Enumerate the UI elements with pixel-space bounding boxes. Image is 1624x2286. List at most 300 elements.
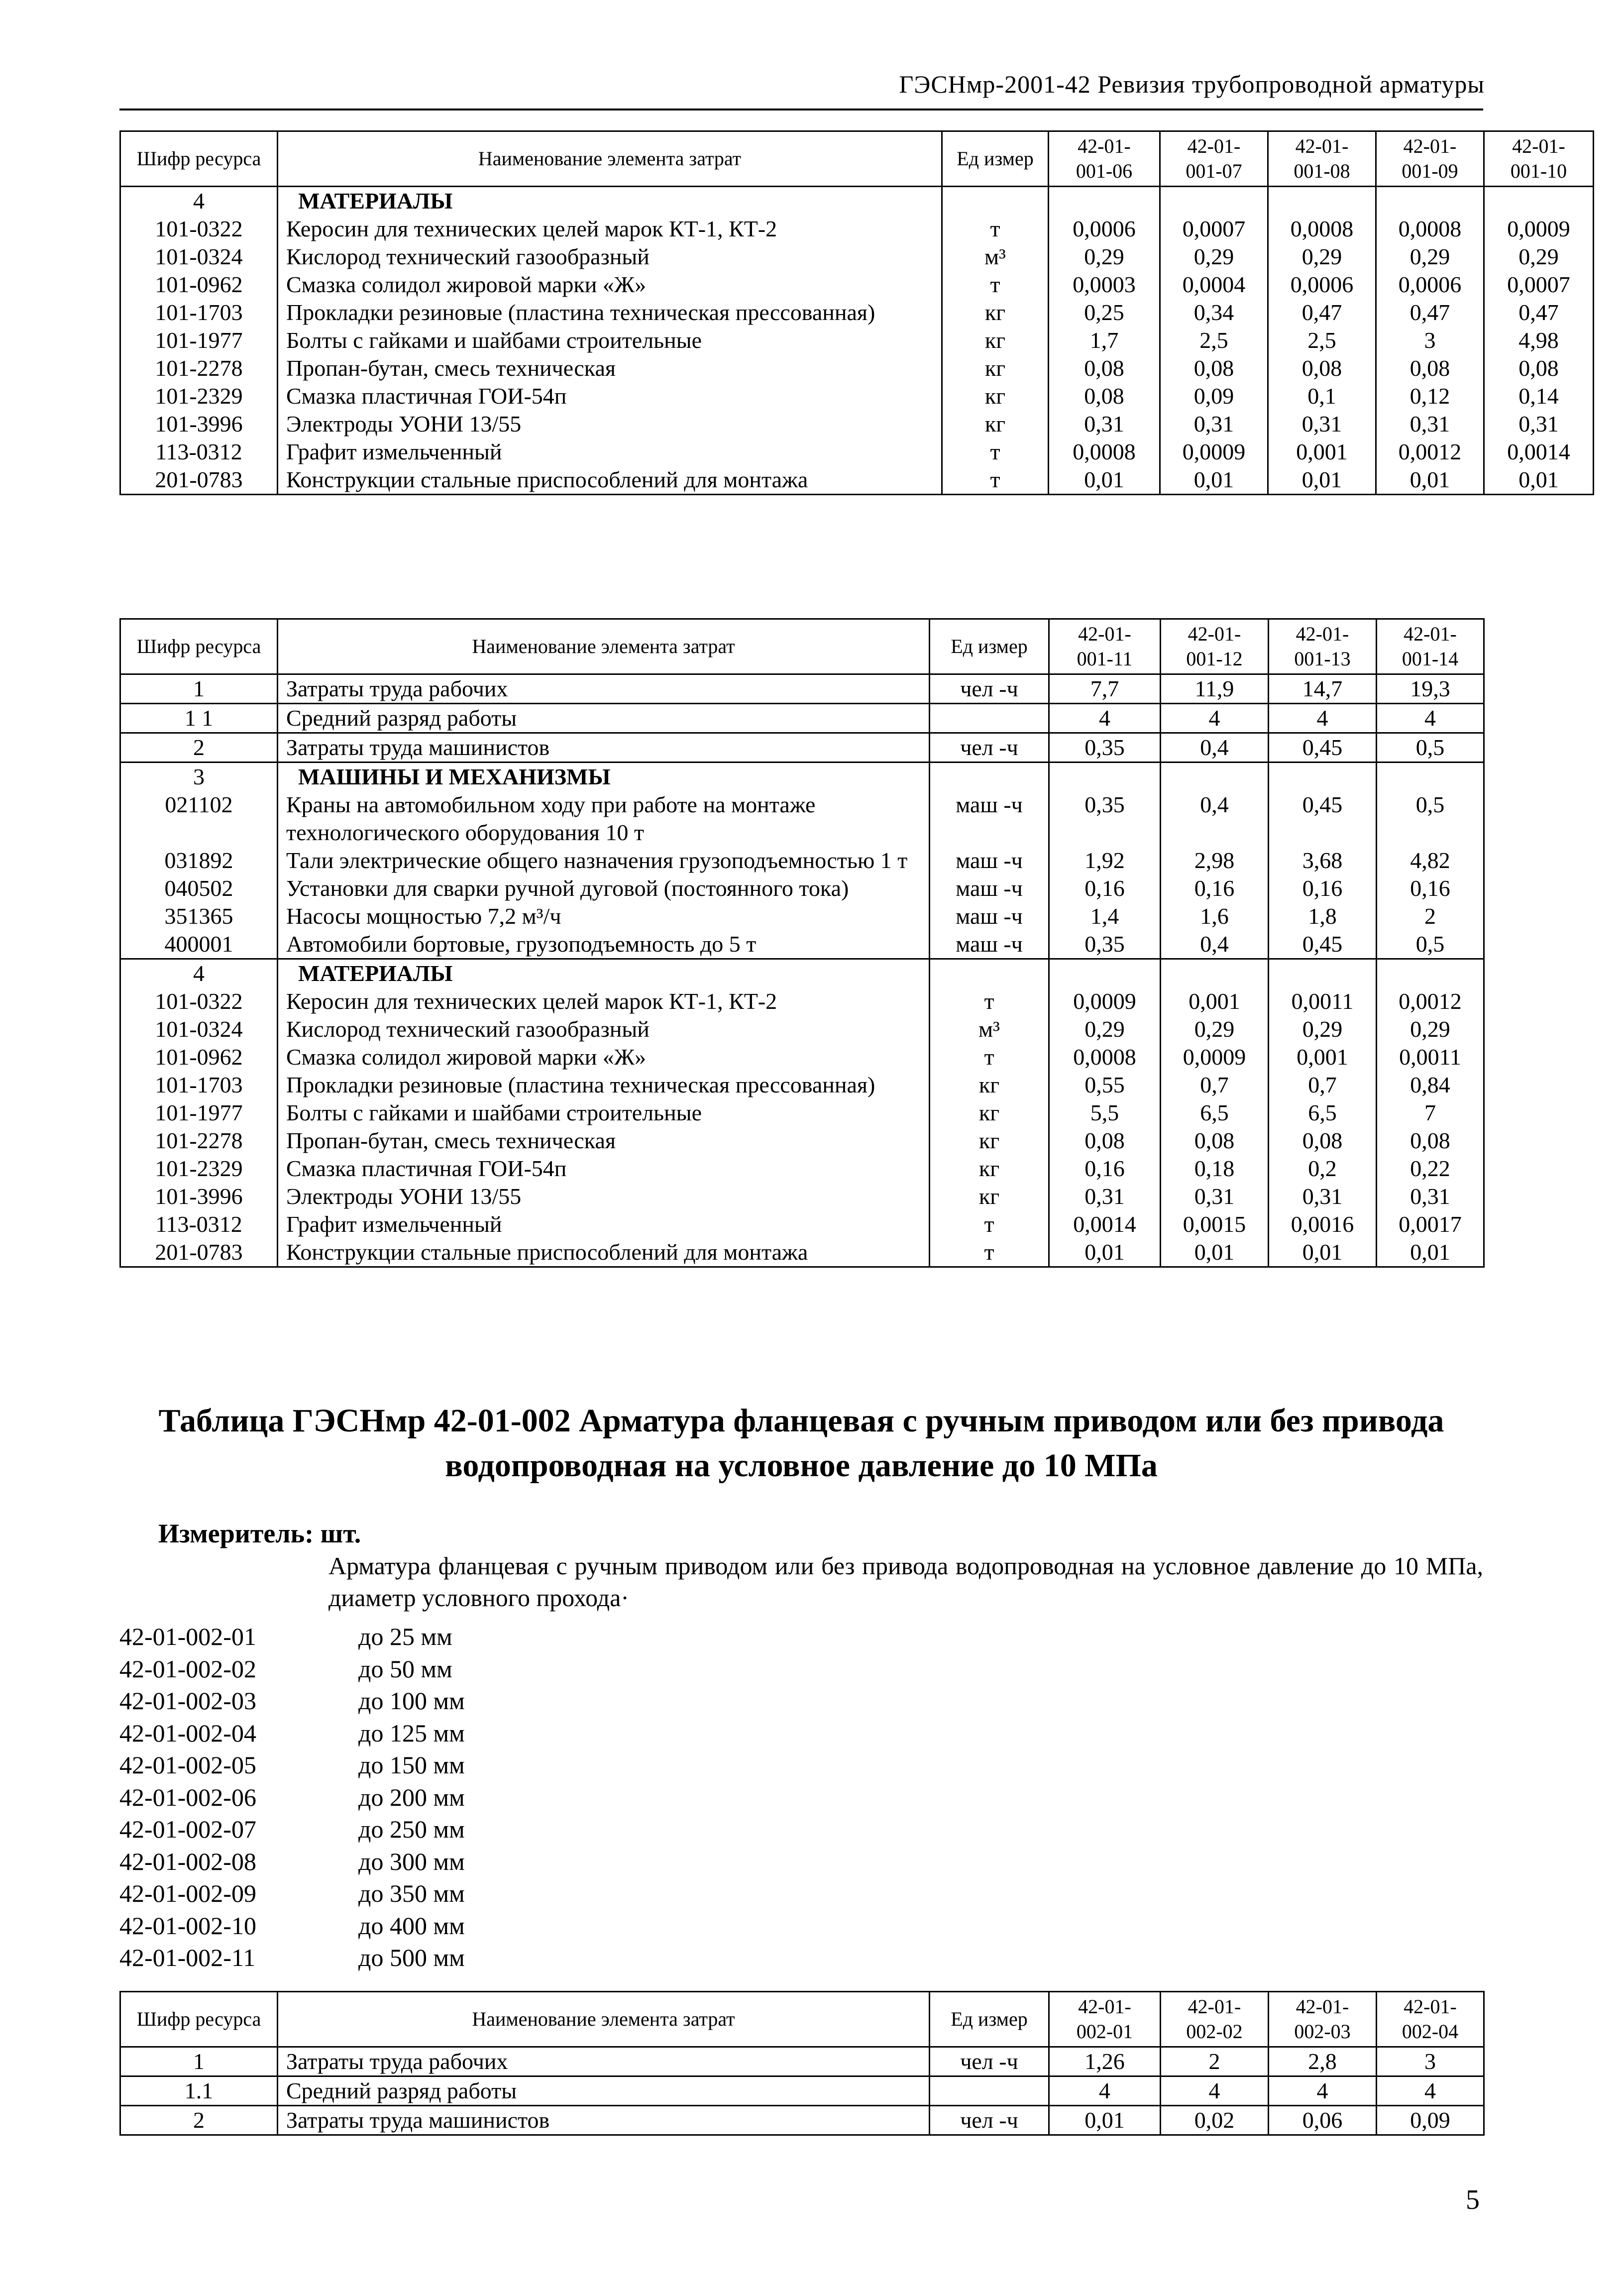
cell-value: 5,5 — [1049, 1099, 1161, 1127]
cell-code: 113-0312 — [120, 1210, 278, 1238]
cell-name: Электроды УОНИ 13/55 — [278, 1183, 930, 1210]
cell-code: 101-2329 — [120, 1155, 278, 1183]
cell-code: 1 — [120, 2047, 278, 2076]
col-header-name: Наименование элемента затрат — [278, 131, 942, 187]
cell-value: 0,09 — [1377, 2106, 1484, 2135]
cell-value: 14,7 — [1269, 674, 1377, 704]
cell-code: 101-0962 — [120, 271, 278, 299]
cell-code: 101-1977 — [120, 327, 278, 354]
cell-section-title: МАТЕРИАЛЫ — [278, 187, 942, 216]
cell-unit: чел -ч — [930, 674, 1049, 704]
cell-value: 0,31 — [1377, 1183, 1484, 1210]
cell-value: 7 — [1377, 1099, 1484, 1127]
cell-value: 3,68 — [1269, 847, 1377, 874]
cell-unit: кг — [930, 1127, 1049, 1155]
cell-value: 0,08 — [1160, 354, 1268, 382]
cell-value: 0,1 — [1268, 382, 1376, 410]
cell-code: 1 — [120, 674, 278, 704]
cell-value: 4 — [1049, 2076, 1161, 2106]
cell-unit: маш -ч — [930, 847, 1049, 874]
table-row — [120, 930, 1484, 959]
table-row — [120, 1155, 1484, 1183]
table-row — [120, 327, 1594, 354]
cell-code: 101-2278 — [120, 1127, 278, 1155]
table-header-row — [120, 1992, 1484, 2047]
cell-value: 0,08 — [1049, 1127, 1161, 1155]
cell-value: 0,01 — [1049, 2106, 1161, 2135]
norm-code-list — [119, 1621, 557, 1974]
cell-section-title: МАШИНЫ И МЕХАНИЗМЫ — [278, 762, 930, 791]
table-row — [120, 2076, 1484, 2106]
cell-value: 0,16 — [1161, 874, 1269, 902]
cell-name: Смазка солидол жировой марки «Ж» — [278, 271, 942, 299]
cell-unit: кг — [942, 354, 1049, 382]
table-row — [120, 215, 1594, 243]
table-row — [120, 733, 1484, 762]
cell-value: 0,29 — [1484, 243, 1594, 271]
cell-value: 0,29 — [1376, 243, 1484, 271]
running-header: ГЭСНмр-2001-42 Ревизия трубопроводной арматуры — [899, 70, 1485, 98]
cell-value: 0,7 — [1269, 1071, 1377, 1099]
cell-value: 0,47 — [1484, 299, 1594, 327]
cell-name: Болты с гайками и шайбами строительные — [278, 1099, 930, 1127]
table-row — [120, 2047, 1484, 2076]
cell-value: 1,6 — [1161, 902, 1269, 930]
norm-diameter: до 150 мм — [358, 1751, 465, 1779]
cell-value: 0,31 — [1161, 1183, 1269, 1210]
cell-value: 0,29 — [1377, 1015, 1484, 1043]
table-row — [120, 382, 1594, 410]
col-header-norm: 42-01- 002-03 — [1269, 1992, 1377, 2047]
col-header-norm: 42-01- 001-12 — [1161, 619, 1269, 674]
cell-name: Смазка пластичная ГОИ-54п — [278, 1155, 930, 1183]
cell-code: 4 — [120, 959, 278, 988]
norm-code-item — [119, 1685, 557, 1717]
col-header-name: Наименование элемента затрат — [278, 1992, 930, 2047]
cell-value: 0,31 — [1160, 410, 1268, 438]
col-header-norm: 42-01- 001-08 — [1268, 131, 1376, 187]
cell-name: Электроды УОНИ 13/55 — [278, 410, 942, 438]
cell-code: 101-1977 — [120, 1099, 278, 1127]
cell-code: 101-0324 — [120, 243, 278, 271]
header-rule — [119, 109, 1483, 110]
cell-code: 101-1703 — [120, 299, 278, 327]
cell-value: 0,06 — [1269, 2106, 1377, 2135]
section-row — [120, 762, 1484, 791]
cell-value: 0,16 — [1049, 1155, 1161, 1183]
cell-value: 0,47 — [1376, 299, 1484, 327]
norm-code-item — [119, 1653, 557, 1685]
cell-unit — [930, 2076, 1049, 2106]
cell-name: Затраты труда рабочих — [278, 2047, 930, 2076]
cell-value: 0,0006 — [1376, 271, 1484, 299]
col-header-unit: Ед измер — [930, 1992, 1049, 2047]
table-row — [120, 1210, 1484, 1238]
table-row — [120, 1127, 1484, 1155]
cell-value: 4,82 — [1377, 847, 1484, 874]
cell-value: 1,92 — [1049, 847, 1161, 874]
cell-unit: т — [930, 1043, 1049, 1071]
cell-value: 0,22 — [1377, 1155, 1484, 1183]
cell-code: 101-3996 — [120, 410, 278, 438]
cell-value: 0,01 — [1484, 466, 1594, 495]
table-row — [120, 874, 1484, 902]
cell-value: 0,0007 — [1160, 215, 1268, 243]
cell-value: 0,09 — [1160, 382, 1268, 410]
norm-code-item — [119, 1781, 557, 1814]
col-header-code: Шифр ресурса — [120, 1992, 278, 2047]
cell-value — [1377, 959, 1484, 988]
cell-code: 201-0783 — [120, 1238, 278, 1267]
cell-value — [1049, 187, 1160, 216]
cell-code: 113-0312 — [120, 438, 278, 466]
cell-name: Затраты труда машинистов — [278, 733, 930, 762]
cell-unit: м³ — [942, 243, 1049, 271]
cell-value: 0,0015 — [1161, 1210, 1269, 1238]
col-header-norm: 42-01- 002-02 — [1161, 1992, 1269, 2047]
norm-diameter: до 400 мм — [358, 1911, 465, 1940]
resource-table-1 — [119, 130, 1594, 495]
cell-name: Автомобили бортовые, грузоподъемность до 5 т — [278, 930, 930, 959]
cell-name: Болты с гайками и шайбами строительные — [278, 327, 942, 354]
table-row — [120, 987, 1484, 1015]
norm-code: 42-01-002-01 — [119, 1623, 256, 1650]
norm-code-item — [119, 1717, 557, 1749]
table-row — [120, 902, 1484, 930]
section-row — [120, 959, 1484, 988]
cell-value: 6,5 — [1161, 1099, 1269, 1127]
cell-value: 0,29 — [1268, 243, 1376, 271]
norm-code-item — [119, 1846, 557, 1878]
cell-unit: т — [942, 438, 1049, 466]
cell-value: 0,0014 — [1049, 1210, 1161, 1238]
col-header-norm: 42-01- 002-04 — [1377, 1992, 1484, 2047]
cell-name: Средний разряд работы — [278, 2076, 930, 2106]
cell-value: 0,01 — [1160, 466, 1268, 495]
table-row — [120, 674, 1484, 704]
meter-label: Измеритель: — [158, 1519, 314, 1548]
cell-value: 4 — [1161, 2076, 1269, 2106]
cell-value: 0,16 — [1049, 874, 1161, 902]
cell-unit — [930, 762, 1049, 791]
norm-diameter: до 300 мм — [358, 1847, 465, 1875]
col-header-norm: 42-01- 001-13 — [1269, 619, 1377, 674]
cell-value: 2,98 — [1161, 847, 1269, 874]
cell-value: 0,0014 — [1484, 438, 1594, 466]
table-row — [120, 1043, 1484, 1071]
norm-diameter: до 125 мм — [358, 1719, 465, 1747]
cell-code: 031892 — [120, 847, 278, 874]
norm-code: 42-01-002-06 — [119, 1783, 256, 1811]
cell-code: 201-0783 — [120, 466, 278, 495]
cell-value: 0,31 — [1049, 1183, 1161, 1210]
cell-code: 2 — [120, 733, 278, 762]
cell-unit — [942, 187, 1049, 216]
cell-value: 0,4 — [1161, 733, 1269, 762]
cell-code: 021102 — [120, 791, 278, 847]
cell-value: 0,12 — [1376, 382, 1484, 410]
meter-line — [158, 1518, 361, 1549]
cell-value: 0,45 — [1269, 791, 1377, 847]
cell-value: 1,8 — [1269, 902, 1377, 930]
cell-value: 3 — [1376, 327, 1484, 354]
cell-value: 0,35 — [1049, 791, 1161, 847]
cell-value: 0,08 — [1268, 354, 1376, 382]
norm-code: 42-01-002-04 — [119, 1719, 256, 1747]
table-row — [120, 299, 1594, 327]
cell-name: Смазка солидол жировой марки «Ж» — [278, 1043, 930, 1071]
cell-name: Тали электрические общего назначения грузоподъемностью 1 т — [278, 847, 930, 874]
cell-name: Затраты труда машинистов — [278, 2106, 930, 2135]
cell-value — [1160, 187, 1268, 216]
cell-name: Керосин для технических целей марок КТ-1, КТ-2 — [278, 987, 930, 1015]
cell-unit: кг — [942, 382, 1049, 410]
col-header-code: Шифр ресурса — [120, 619, 278, 674]
cell-value: 0,14 — [1484, 382, 1594, 410]
table-row — [120, 438, 1594, 466]
cell-name: Средний разряд работы — [278, 704, 930, 733]
cell-value: 1,26 — [1049, 2047, 1161, 2076]
norm-description: Арматура фланцевая с ручным приводом или без привода водопроводная на условное давление до 10 МПа, диаметр условного прохода· — [328, 1552, 1483, 1612]
cell-code: 101-0962 — [120, 1043, 278, 1071]
norm-code-item — [119, 1942, 557, 1974]
col-header-norm: 42-01- 001-09 — [1376, 131, 1484, 187]
cell-value: 0,0007 — [1484, 271, 1594, 299]
cell-value: 2,8 — [1269, 2047, 1377, 2076]
cell-code: 101-0322 — [120, 215, 278, 243]
cell-code: 101-2329 — [120, 382, 278, 410]
cell-value: 0,01 — [1377, 1238, 1484, 1267]
table-row — [120, 791, 1484, 847]
cell-value: 0,08 — [1161, 1127, 1269, 1155]
table-title: Таблица ГЭСНмр 42-01-002 Арматура фланцевая с ручным приводом или без привода водопроводная на условное давление до 10 МПа — [158, 1403, 1444, 1484]
cell-value: 0,29 — [1049, 1015, 1161, 1043]
cell-value — [1161, 762, 1269, 791]
cell-value: 0,34 — [1160, 299, 1268, 327]
cell-value: 0,16 — [1269, 874, 1377, 902]
table-row — [120, 1099, 1484, 1127]
cell-name: Кислород технический газообразный — [278, 1015, 930, 1043]
norm-diameter: до 200 мм — [358, 1783, 465, 1811]
resource-table-2 — [119, 618, 1485, 1268]
cell-value: 1,4 — [1049, 902, 1161, 930]
cell-unit: кг — [942, 327, 1049, 354]
norm-diameter: до 50 мм — [358, 1654, 452, 1683]
cell-code: 4 — [120, 187, 278, 216]
cell-unit: т — [930, 1210, 1049, 1238]
table-row — [120, 466, 1594, 495]
cell-name: Пропан-бутан, смесь техническая — [278, 354, 942, 382]
resource-table-3 — [119, 1991, 1485, 2136]
col-header-unit: Ед измер — [930, 619, 1049, 674]
cell-unit: маш -ч — [930, 874, 1049, 902]
cell-code: 3 — [120, 762, 278, 791]
col-header-norm: 42-01- 001-06 — [1049, 131, 1160, 187]
cell-value: 4,98 — [1484, 327, 1594, 354]
col-header-name: Наименование элемента затрат — [278, 619, 930, 674]
cell-value: 0,0012 — [1377, 987, 1484, 1015]
col-header-code: Шифр ресурса — [120, 131, 278, 187]
cell-value: 4 — [1269, 2076, 1377, 2106]
norm-code: 42-01-002-07 — [119, 1815, 256, 1843]
col-header-unit: Ед измер — [942, 131, 1049, 187]
table-row — [120, 2106, 1484, 2135]
cell-value: 0,0008 — [1268, 215, 1376, 243]
cell-name: Краны на автомобильном ходу при работе на монтаже технологического оборудования 10 т — [278, 791, 930, 847]
col-header-norm: 42-01- 001-11 — [1049, 619, 1161, 674]
cell-value: 0,001 — [1269, 1043, 1377, 1071]
cell-value — [1484, 187, 1594, 216]
cell-value: 0,31 — [1376, 410, 1484, 438]
norm-code-item — [119, 1877, 557, 1910]
cell-value: 0,0017 — [1377, 1210, 1484, 1238]
norm-code-item — [119, 1910, 557, 1942]
cell-value — [1377, 762, 1484, 791]
cell-value: 4 — [1269, 704, 1377, 733]
cell-name: Прокладки резиновые (пластина техническая прессованная) — [278, 299, 942, 327]
norm-diameter: до 25 мм — [358, 1623, 452, 1650]
cell-value: 0,31 — [1268, 410, 1376, 438]
cell-name: Смазка пластичная ГОИ-54п — [278, 382, 942, 410]
cell-value: 0,35 — [1049, 930, 1161, 959]
cell-unit: маш -ч — [930, 930, 1049, 959]
cell-name: Пропан-бутан, смесь техническая — [278, 1127, 930, 1155]
cell-value: 0,2 — [1269, 1155, 1377, 1183]
cell-value: 0,47 — [1268, 299, 1376, 327]
cell-value: 0,01 — [1269, 1238, 1377, 1267]
cell-name: Графит измельченный — [278, 438, 942, 466]
cell-unit: маш -ч — [930, 791, 1049, 847]
cell-unit: т — [930, 987, 1049, 1015]
cell-value: 0,0012 — [1376, 438, 1484, 466]
cell-value: 0,45 — [1269, 733, 1377, 762]
cell-value: 4 — [1377, 704, 1484, 733]
cell-name: Конструкции стальные приспособлений для монтажа — [278, 466, 942, 495]
cell-value: 0,84 — [1377, 1071, 1484, 1099]
cell-value: 0,01 — [1161, 1238, 1269, 1267]
cell-value: 0,29 — [1269, 1015, 1377, 1043]
cell-value: 0,0004 — [1160, 271, 1268, 299]
cell-value: 1,7 — [1049, 327, 1160, 354]
cell-code: 101-0324 — [120, 1015, 278, 1043]
cell-value: 0,08 — [1049, 354, 1160, 382]
norm-diameter: до 350 мм — [358, 1879, 465, 1907]
cell-name: Прокладки резиновые (пластина техническая прессованная) — [278, 1071, 930, 1099]
norm-code-item — [119, 1813, 557, 1846]
cell-value: 0,29 — [1161, 1015, 1269, 1043]
col-header-norm: 42-01- 002-01 — [1049, 1992, 1161, 2047]
cell-value: 0,4 — [1161, 791, 1269, 847]
cell-unit — [930, 959, 1049, 988]
cell-code: 101-3996 — [120, 1183, 278, 1210]
cell-value: 0,08 — [1377, 1127, 1484, 1155]
cell-name: Графит измельченный — [278, 1210, 930, 1238]
col-header-norm: 42-01- 001-07 — [1160, 131, 1268, 187]
cell-code: 101-1703 — [120, 1071, 278, 1099]
cell-code: 400001 — [120, 930, 278, 959]
section-row — [120, 187, 1594, 216]
cell-value: 0,01 — [1049, 1238, 1161, 1267]
norm-code: 42-01-002-09 — [119, 1879, 256, 1907]
page-number: 5 — [1466, 2184, 1480, 2215]
cell-value: 0,0009 — [1160, 438, 1268, 466]
cell-value: 19,3 — [1377, 674, 1484, 704]
table-row — [120, 410, 1594, 438]
cell-unit: т — [930, 1238, 1049, 1267]
table-row — [120, 271, 1594, 299]
cell-value: 0,0008 — [1049, 438, 1160, 466]
cell-value: 0,0009 — [1484, 215, 1594, 243]
cell-unit: кг — [930, 1183, 1049, 1210]
cell-code: 1 1 — [120, 704, 278, 733]
cell-value: 2,5 — [1160, 327, 1268, 354]
cell-value: 0,0006 — [1268, 271, 1376, 299]
cell-value — [1269, 762, 1377, 791]
norm-code: 42-01-002-11 — [119, 1944, 256, 1971]
table-row — [120, 1071, 1484, 1099]
cell-value: 0,08 — [1269, 1127, 1377, 1155]
cell-unit: м³ — [930, 1015, 1049, 1043]
cell-value: 0,18 — [1161, 1155, 1269, 1183]
cell-value: 2 — [1377, 902, 1484, 930]
cell-code: 1.1 — [120, 2076, 278, 2106]
norm-code: 42-01-002-03 — [119, 1687, 256, 1715]
cell-value: 0,31 — [1049, 410, 1160, 438]
cell-unit: кг — [942, 299, 1049, 327]
cell-value: 0,0009 — [1049, 987, 1161, 1015]
table-row — [120, 354, 1594, 382]
meter-value: шт. — [320, 1519, 361, 1548]
table-header-row — [120, 619, 1484, 674]
norm-code-item — [119, 1621, 557, 1653]
cell-value — [1049, 762, 1161, 791]
cell-section-title: МАТЕРИАЛЫ — [278, 959, 930, 988]
norm-code: 42-01-002-08 — [119, 1847, 256, 1875]
cell-value: 0,0011 — [1377, 1043, 1484, 1071]
norm-code-item — [119, 1749, 557, 1781]
cell-value: 0,25 — [1049, 299, 1160, 327]
cell-value: 0,0008 — [1376, 215, 1484, 243]
cell-value: 0,0016 — [1269, 1210, 1377, 1238]
cell-value: 0,4 — [1161, 930, 1269, 959]
cell-value: 0,16 — [1377, 874, 1484, 902]
cell-value: 4 — [1161, 704, 1269, 733]
cell-code: 101-2278 — [120, 354, 278, 382]
cell-value: 0,5 — [1377, 930, 1484, 959]
cell-code: 2 — [120, 2106, 278, 2135]
table-row — [120, 847, 1484, 874]
cell-value: 0,29 — [1160, 243, 1268, 271]
cell-code: 351365 — [120, 902, 278, 930]
cell-value: 0,08 — [1484, 354, 1594, 382]
cell-value: 0,08 — [1049, 382, 1160, 410]
table-row — [120, 1015, 1484, 1043]
table-row — [120, 1183, 1484, 1210]
table-row — [120, 1238, 1484, 1267]
norm-code: 42-01-002-10 — [119, 1911, 256, 1940]
cell-name: Кислород технический газообразный — [278, 243, 942, 271]
cell-value: 2 — [1161, 2047, 1269, 2076]
cell-value — [1268, 187, 1376, 216]
cell-name: Затраты труда рабочих — [278, 674, 930, 704]
cell-value: 0,0011 — [1269, 987, 1377, 1015]
cell-value: 11,9 — [1161, 674, 1269, 704]
cell-value: 0,01 — [1268, 466, 1376, 495]
cell-name: Установки для сварки ручной дуговой (постоянного тока) — [278, 874, 930, 902]
cell-value: 6,5 — [1269, 1099, 1377, 1127]
cell-unit: чел -ч — [930, 2106, 1049, 2135]
cell-value: 4 — [1049, 704, 1161, 733]
